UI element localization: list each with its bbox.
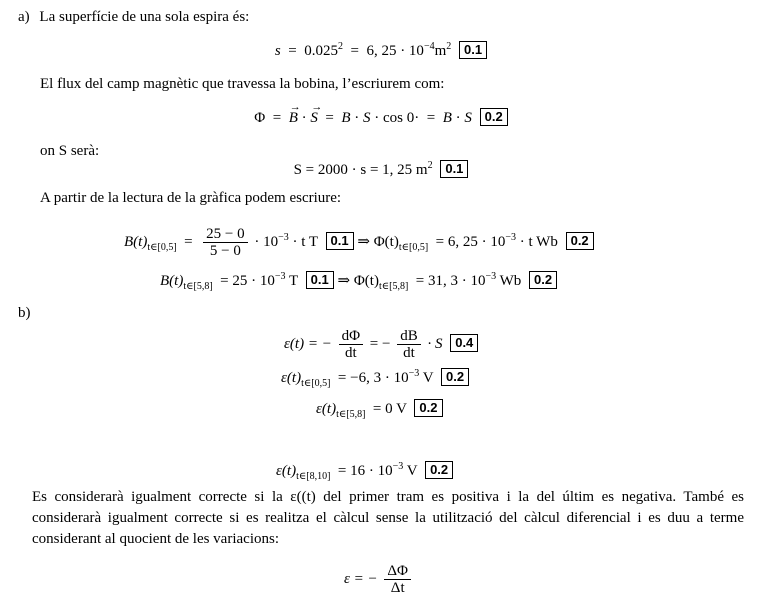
eq-B1-sub: t∈[0,5] — [147, 241, 177, 253]
equation-B2: $B(t)_{t\in[5,8]} = 25 \cdot 10^{-3}$ T 0.1 ⇒ $\Phi(t)_{t\in[5,8]} = 31$, $3 \cdot 10^{-3}$ Wb 0.2 — [160, 271, 557, 290]
eq-B1-mid-tail: · t T — [288, 233, 318, 250]
eq-eps1-exp: −3 — [408, 368, 420, 379]
eq-B2-rhs-sub: t∈[5,8] — [378, 281, 409, 292]
eq-eps2-sub: t∈[5,8] — [336, 409, 366, 420]
eq-final-lhs: ε = − — [344, 570, 378, 587]
score-box: 0.1 — [459, 41, 487, 59]
eq-eps-den2: dt — [403, 345, 415, 361]
equation-eps3 — [276, 461, 453, 480]
part-a-intro: La superfície de una sola espira és: — [39, 9, 250, 25]
eq-final-frac — [384, 563, 411, 596]
eq-B1-rhs-sub: t∈[0,5] — [398, 241, 429, 253]
eq-eps3-tail: V — [403, 463, 418, 479]
flux-text: El flux del camp magnètic que travessa la bobina, l’escriurem com: — [40, 76, 445, 92]
eq-s-exp1: 2 — [337, 41, 343, 52]
eq-B2-mid-tail: T — [285, 273, 298, 289]
score-box: 0.2 — [529, 271, 557, 289]
eq-eps-num1: dΦ — [339, 328, 363, 345]
eq-eps-tail: · S — [427, 335, 443, 352]
graph-text: A partir de la lectura de la gràfica podem escriure: — [40, 190, 342, 206]
note-paragraph: Es considerarà igualment correcte si la ε((t) del primer tram es positiva i la del últim es negativa. També es considerarà igualment correcte si es realitza el càlcul sense la utilització del càlcul diferencial i es duu a terme considerant al quocient de les variacions: — [32, 489, 744, 547]
eq-s-lhs: s — [274, 43, 281, 59]
score-box: 0.1 — [306, 271, 334, 289]
score-box: 0.2 — [414, 399, 442, 417]
part-a-heading — [18, 8, 249, 26]
eq-eps1-tail: V — [419, 370, 434, 386]
eq-B1-num: 25 − 0 — [203, 226, 247, 243]
eq-s-unit: m — [434, 43, 447, 59]
eq-S-exp: 2 — [427, 160, 433, 171]
eq-eps1-rhs: = −6, 3 · 10 — [337, 370, 409, 386]
eq-eps1-sub: t∈[0,5] — [301, 378, 331, 389]
eq-B2-rhs: = 31, 3 · 10 — [415, 273, 486, 289]
eq-B1-rhs: = 6, 25 · 10 — [435, 233, 506, 250]
eq-B1-rhs-exp: −3 — [505, 231, 517, 243]
equation-eps2 — [316, 399, 443, 418]
score-box: 0.1 — [440, 160, 468, 178]
eq-B2-mid: = 25 · 10 — [220, 273, 275, 289]
eq-eps-num2: dB — [397, 328, 421, 345]
eq-B2-lhs: B(t) — [160, 273, 184, 289]
eq-B1-lhs: B(t) — [124, 233, 148, 250]
score-box: 0.4 — [450, 334, 478, 352]
equation-B1: $B(t)_{t\in[0,5]}$ = $\frac{25 - 0}{5 - 0}$ · $10^{-3} \cdot t$ T 0.1 ⇒ $\Phi(t)_{t\in[0,5]} = 6$, $25 \cdot 10^{-3} \cdot t$ Wb 0.2 — [124, 226, 594, 259]
part-a-label: a) — [18, 9, 30, 25]
eq-B1-mid-exp: −3 — [278, 231, 289, 243]
eq-eps3-exp: −3 — [392, 461, 404, 472]
eq-s-unit-exp: 2 — [446, 41, 452, 52]
score-box: 0.2 — [425, 461, 453, 479]
equation-eps1 — [281, 368, 469, 387]
on-text: on S serà: — [40, 143, 100, 159]
eq-B2-rhs-tail: Wb — [496, 273, 522, 289]
eq-s-exp2: −4 — [423, 41, 435, 52]
eq-B2-rhs-exp: −3 — [485, 271, 497, 282]
equation-eps — [284, 328, 478, 361]
score-box: 0.2 — [566, 232, 594, 250]
eq-final-den: Δt — [390, 580, 405, 596]
score-box: 0.2 — [441, 368, 469, 386]
equation-phi — [0, 108, 762, 127]
eq-B1-rhs-tail: · t Wb — [516, 233, 558, 250]
eq-eps1-lhs: ε(t) — [281, 370, 302, 386]
eq-eps-frac2 — [397, 328, 421, 361]
eq-final-num: ΔΦ — [384, 563, 411, 580]
score-box: 0.1 — [326, 232, 354, 250]
eq-B2-sub: t∈[5,8] — [183, 281, 213, 292]
eq-B1-mid: · 10 — [254, 233, 279, 250]
equation-final — [344, 563, 414, 596]
eq-eps-mid: = − — [369, 335, 391, 352]
eq-eps-frac1 — [339, 328, 363, 361]
eq-eps-lhs: ε(t) = − — [284, 335, 332, 352]
eq-B1-rhs-lhs: Φ(t) — [373, 233, 399, 250]
eq-B1-den: 5 − 0 — [209, 243, 241, 259]
eq-s-rhs2: 6, 25 · 10 — [366, 43, 424, 59]
eq-B2-mid-exp: −3 — [274, 271, 286, 282]
score-box: 0.2 — [480, 108, 508, 126]
part-b-label: b) — [18, 305, 31, 321]
eq-S-text: S = 2000 · s = 1, 25 m — [293, 162, 428, 178]
eq-eps2-lhs: ε(t) — [316, 401, 337, 417]
eq-eps3-lhs: ε(t) — [276, 463, 297, 479]
equation-s: s = 0.025$^2$ = 6, $25 \cdot 10^{-4}m^2$ 0.1 — [0, 41, 762, 60]
equation-S — [0, 160, 762, 179]
eq-B2-rhs-lhs: Φ(t) — [353, 273, 379, 289]
eq-s-rhs1: 0.025 — [304, 43, 338, 59]
eq-eps3-sub: t∈[8,10] — [296, 471, 331, 482]
eq-phi-text: Φ = → B · → S = B · S · cos 0· = B · S — [254, 110, 472, 126]
eq-eps3-rhs: = 16 · 10 — [337, 463, 393, 479]
eq-eps-den1: dt — [344, 345, 357, 361]
eq-B1-fraction — [203, 226, 247, 259]
eq-eps2-rhs: = 0 V — [372, 401, 407, 417]
